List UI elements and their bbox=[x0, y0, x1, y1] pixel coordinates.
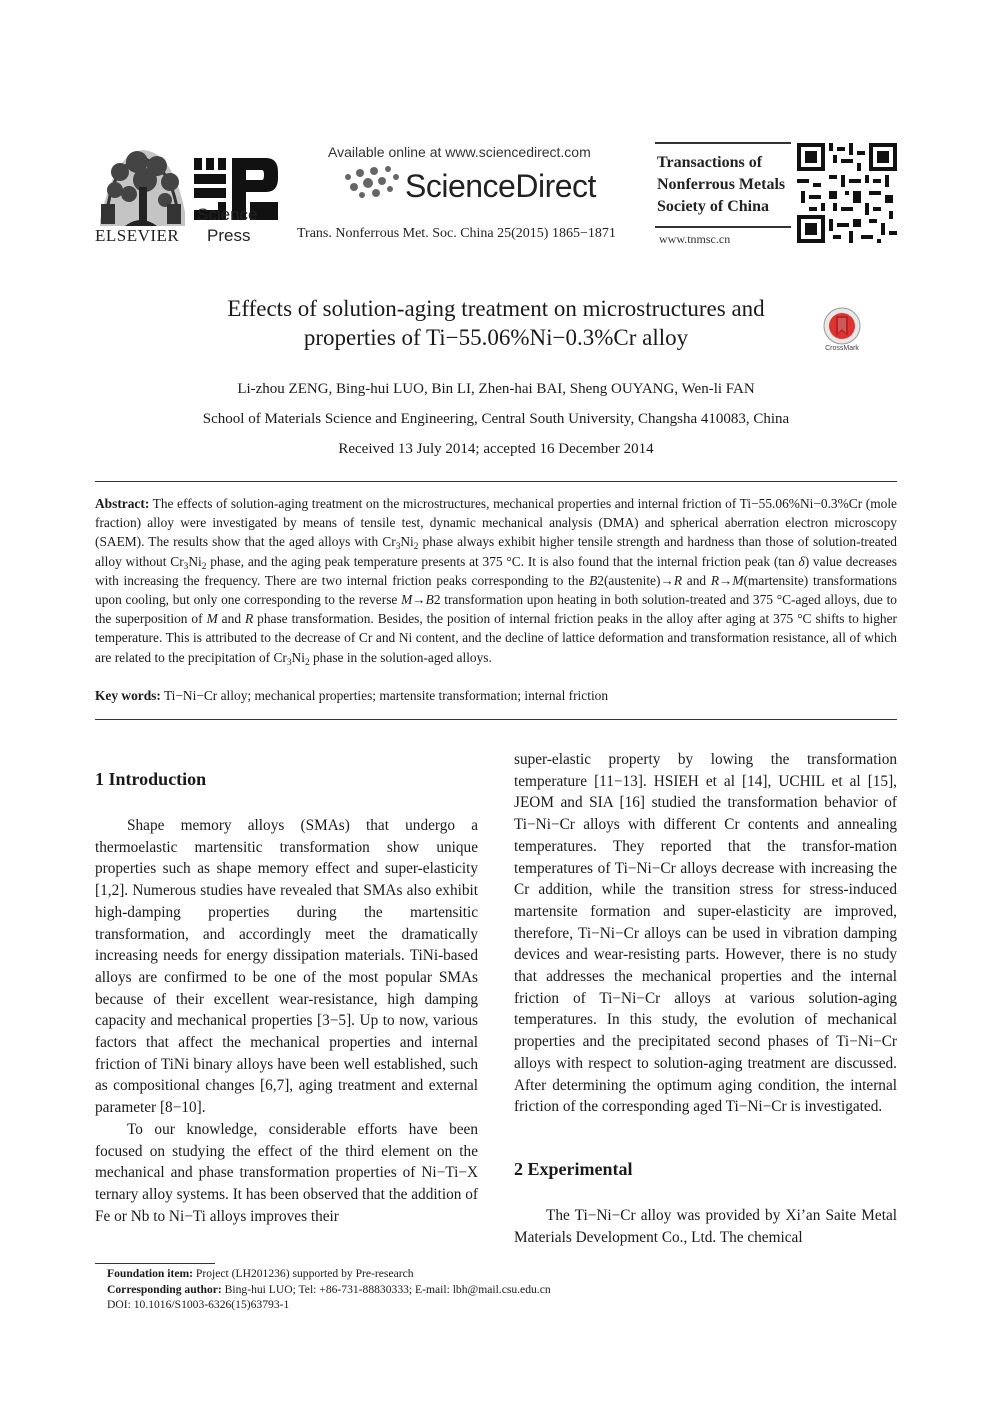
abstract-text: Ni bbox=[291, 649, 305, 665]
abstract-text: (martensite) transformations upon cooling, but only one corresponding to the reverse bbox=[95, 572, 897, 608]
abstract-text: phase, and the aging peak temperature presents at 375 °C. It is also found that the internal friction peak (tan bbox=[206, 553, 799, 569]
subscript: 2 bbox=[413, 542, 419, 553]
journal-name-line-1: Transactions of bbox=[657, 154, 763, 171]
subscript: 3 bbox=[395, 542, 401, 553]
journal-rule bbox=[655, 226, 791, 228]
corresponding-note bbox=[107, 1282, 551, 1298]
affiliation: School of Materials Science and Engineering, Central South University, Changsha 410083, China bbox=[202, 411, 790, 427]
abstract-label: Abstract: bbox=[95, 496, 150, 511]
abstract-text: ) value decreases with increasing the frequency. There are two internal friction peaks corresponding to the bbox=[95, 553, 898, 588]
phase-symbol: M bbox=[732, 572, 744, 588]
title-line-2: properties of Ti−55.06%Ni−0.3%Cr alloy bbox=[303, 325, 689, 350]
abstract-text: → bbox=[412, 592, 426, 608]
keywords-label: Key words: bbox=[95, 688, 161, 703]
paragraph: The Ti−Ni−Cr alloy was provided by Xi’an Saite Metal Materials Development Co., Ltd. The chemical bbox=[514, 1207, 897, 1246]
foundation-note bbox=[107, 1266, 551, 1282]
phase-symbol: R bbox=[710, 572, 719, 588]
received-dates: Received 13 July 2014; accepted 16 December 2014 bbox=[338, 441, 654, 457]
keywords-text: Ti−Ni−Cr alloy; mechanical properties; martensite transformation; internal friction bbox=[160, 688, 609, 703]
subscript: 2 bbox=[201, 561, 207, 572]
abstract bbox=[95, 494, 897, 667]
sciencedirect-wordmark: ScienceDirect bbox=[405, 168, 596, 204]
experimental-column bbox=[514, 1205, 897, 1248]
abstract-text: phase always exhibit higher tensile strength and hardness than those of solution-treated alloy without Cr bbox=[95, 534, 897, 569]
abstract-text: → bbox=[719, 572, 733, 588]
left-column bbox=[95, 815, 478, 1227]
journal-name-line-2: Nonferrous Metals bbox=[657, 176, 786, 193]
abstract-text: phase transformation. Besides, the position of internal friction peaks in the alloy after aging at 375 °C shifts to higher temperature. This is attributed to the decrease of Cr and Ni content, and the decline of lattice deformation and transformation resistance, all of which are related to the precipitation of Cr bbox=[95, 611, 898, 665]
paragraph: super-elastic property by lowing the transformation temperature [11−13]. HSIEH et al [14], UCHIL et al [15], JEOM and SIA [16] studied the transformation behavior of Ti−Ni−Cr alloys with different Cr contents and annealing temperatures. They reported that the transfor-mation temperatures of Ti−Ni−Cr alloys decrease with increasing the Cr addition, while the transition stress for stress-induced martensite formation and super-elasticity are improved, therefore, Ti−Ni−Cr alloys can be used in vibration damping devices and wear-resisting parts. However, there is no study that addresses the mechanical properties and the internal friction of Ti−Ni−Cr alloys at various solution-aging temperatures. In this study, the evolution of mechanical properties and the precipitated second phases of Ti−Ni−Cr alloys with respect to solution-aging treatment are discussed. After determining the optimum aging condition, the internal friction of the corresponding aged Ti−Ni−Cr is investigated. bbox=[514, 751, 897, 1116]
footnotes bbox=[107, 1266, 551, 1313]
footnote-rule bbox=[95, 1263, 215, 1264]
divider-bottom bbox=[95, 719, 897, 720]
keywords bbox=[95, 686, 897, 705]
title-line-1: Effects of solution-aging treatment on microstructures and bbox=[227, 296, 765, 321]
phase-symbol: B bbox=[425, 592, 434, 608]
journal-name-line-3: Society of China bbox=[657, 198, 769, 215]
section-heading-experimental: 2 Experimental bbox=[514, 1159, 633, 1179]
journal-name bbox=[657, 152, 785, 218]
abstract-text: 2 transformation upon heating in both solution-treated and 375 °C-aged alloys, due to the superposition of bbox=[95, 592, 897, 627]
paragraph: Shape memory alloys (SMAs) that undergo a thermoelastic martensitic transformation show unique properties such as shape memory effect and super-elasticity [1,2]. Numerous studies have revealed that SMAs also exhibit high-damping properties during the martensitic transformation, and accordingly meet the dramatically increasing needs for energy dissipation materials. TiNi-based alloys are confirmed to be one of the most popular SMAs because of their excellent wear-resistance, high damping capacity and mechanical properties [3−5]. Up to now, various factors that affect the mechanical properties and internal friction of TiNi binary alloys have been well established, such as compositional changes [6,7], aging treatment and external parameter [8−10]. bbox=[95, 817, 478, 1117]
section-heading-introduction: 1 Introduction bbox=[95, 769, 207, 789]
phase-symbol: R bbox=[244, 611, 254, 627]
abstract-text: and bbox=[682, 572, 711, 588]
abstract-text: and bbox=[217, 611, 245, 627]
crossmark-icon[interactable] bbox=[820, 306, 864, 352]
abstract-text: 2(austenite)→ bbox=[597, 572, 674, 588]
foundation-text: Project (LH201236) supported by Pre-research bbox=[193, 1267, 414, 1280]
qr-code-icon bbox=[797, 143, 897, 243]
divider-top bbox=[95, 481, 897, 482]
corresponding-text: Bing-hui LUO; Tel: +86-731-88830333; E-mail: lbh@mail.csu.edu.cn bbox=[221, 1282, 551, 1296]
subscript: 3 bbox=[286, 657, 292, 668]
subscript: 2 bbox=[304, 657, 310, 668]
paragraph: To our knowledge, considerable efforts have been focused on studying the effect of the third element on the mechanical and phase transformation properties of Ni−Ti−X ternary alloy systems. It has been observed that the addition of Fe or Nb to Ni−Ti alloys improves their bbox=[95, 1120, 478, 1225]
phase-symbol: B bbox=[589, 572, 598, 588]
abstract-text: Ni bbox=[400, 534, 414, 550]
elsevier-wordmark: ELSEVIER bbox=[95, 226, 180, 245]
phase-symbol: M bbox=[206, 611, 218, 627]
crossmark-label: CrossMark bbox=[825, 345, 859, 352]
article-title bbox=[140, 294, 852, 352]
authors: Li-zhou ZENG, Bing-hui LUO, Bin LI, Zhen-hai BAI, Sheng OUYANG, Wen-li FAN bbox=[237, 381, 755, 397]
phase-symbol: R bbox=[673, 572, 683, 588]
abstract-text: phase in the solution-aged alloys. bbox=[309, 649, 492, 665]
abstract-text: The effects of solution-aging treatment on the microstructures, mechanical properties and internal friction of Ti−55.06%Ni−0.3%Cr (mole fraction) alloy were investigated by means of tensile test, dynamic mechanical analysis (DMA) and spherical aberration electron microscopy (SAEM). The results show that the aged alloys with Cr bbox=[95, 496, 897, 550]
available-online-text: Available online at www.sciencedirect.com bbox=[328, 144, 591, 160]
delta-symbol: δ bbox=[798, 553, 805, 569]
corresponding-label: Corresponding author: bbox=[107, 1282, 222, 1296]
abstract-text: Ni bbox=[188, 553, 202, 569]
right-column bbox=[514, 749, 897, 1118]
doi[interactable]: DOI: 10.1016/S1003-6326(15)63793-1 bbox=[107, 1298, 290, 1311]
science-press-press: Press bbox=[207, 226, 251, 245]
journal-url: www.tnmsc.cn bbox=[659, 232, 731, 246]
science-press-science: Science bbox=[197, 205, 258, 224]
phase-symbol: M bbox=[401, 592, 413, 608]
subscript: 3 bbox=[183, 561, 189, 572]
sciencedirect-dots-icon bbox=[340, 163, 402, 203]
foundation-label: Foundation item: bbox=[107, 1267, 193, 1280]
journal-citation: Trans. Nonferrous Met. Soc. China 25(2015) 1865−1871 bbox=[297, 226, 616, 241]
